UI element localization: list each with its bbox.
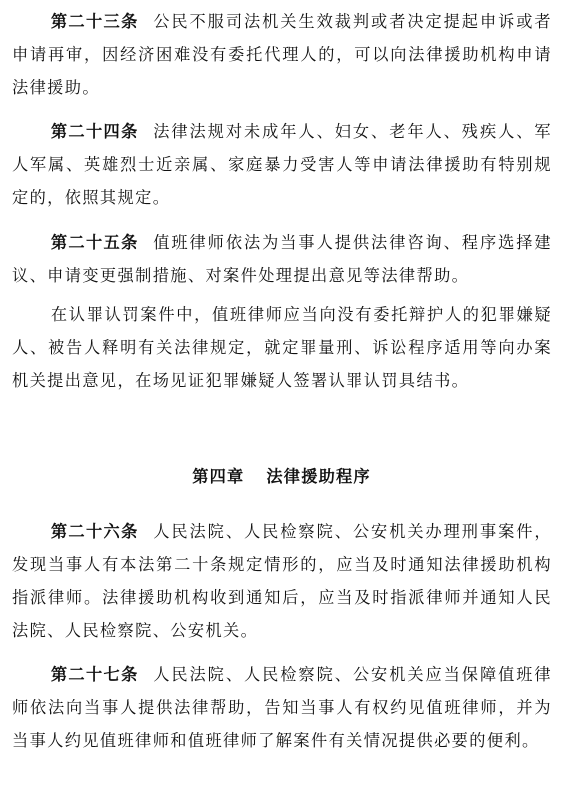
article-26-paragraph bbox=[12, 515, 552, 647]
article-number: 第二十四条 bbox=[50, 122, 139, 141]
article-25-paragraph bbox=[12, 226, 552, 292]
article-number: 第二十七条 bbox=[50, 665, 139, 684]
article-text: 人民法院、人民检察院、公安机关应当保障值班律师依法向当事人提供法律帮助，告知当事人有权约见值班律师，并为当事人约见值班律师和值班律师了解案件有关情况提供必要的便利。 bbox=[12, 665, 552, 750]
article-number: 第二十六条 bbox=[50, 522, 139, 541]
chapter-title: 法律援助程序 bbox=[266, 467, 371, 486]
article-27-paragraph bbox=[12, 658, 552, 757]
paragraph-text: 在认罪认罚案件中，值班律师应当向没有委托辩护人的犯罪嫌疑人、被告人释明有关法律规定，就定罪量刑、诉讼程序适用等向办案机关提出意见，在场见证犯罪嫌疑人签署认罪认罚具结书。 bbox=[12, 305, 552, 390]
article-text: 人民法院、人民检察院、公安机关办理刑事案件，发现当事人有本法第二十条规定情形的，应当及时通知法律援助机构指派律师。法律援助机构收到通知后，应当及时指派律师并通知人民法院、人民检察院、公安机关。 bbox=[12, 522, 552, 640]
article-23-paragraph bbox=[12, 5, 552, 104]
article-text: 值班律师依法为当事人提供法律咨询、程序选择建议、申请变更强制措施、对案件处理提出意见等法律帮助。 bbox=[12, 233, 552, 285]
article-number: 第二十五条 bbox=[50, 233, 139, 252]
plea-case-paragraph bbox=[12, 298, 552, 397]
chapter-number: 第四章 bbox=[192, 467, 245, 486]
chapter-heading bbox=[0, 463, 563, 487]
article-number: 第二十三条 bbox=[50, 12, 139, 31]
article-text: 法律法规对未成年人、妇女、老年人、残疾人、军人军属、英雄烈士近亲属、家庭暴力受害人等申请法律援助有特别规定的，依照其规定。 bbox=[12, 122, 552, 207]
article-24-paragraph bbox=[12, 115, 552, 214]
article-text: 公民不服司法机关生效裁判或者决定提起申诉或者申请再审，因经济困难没有委托代理人的，可以向法律援助机构申请法律援助。 bbox=[12, 12, 552, 97]
